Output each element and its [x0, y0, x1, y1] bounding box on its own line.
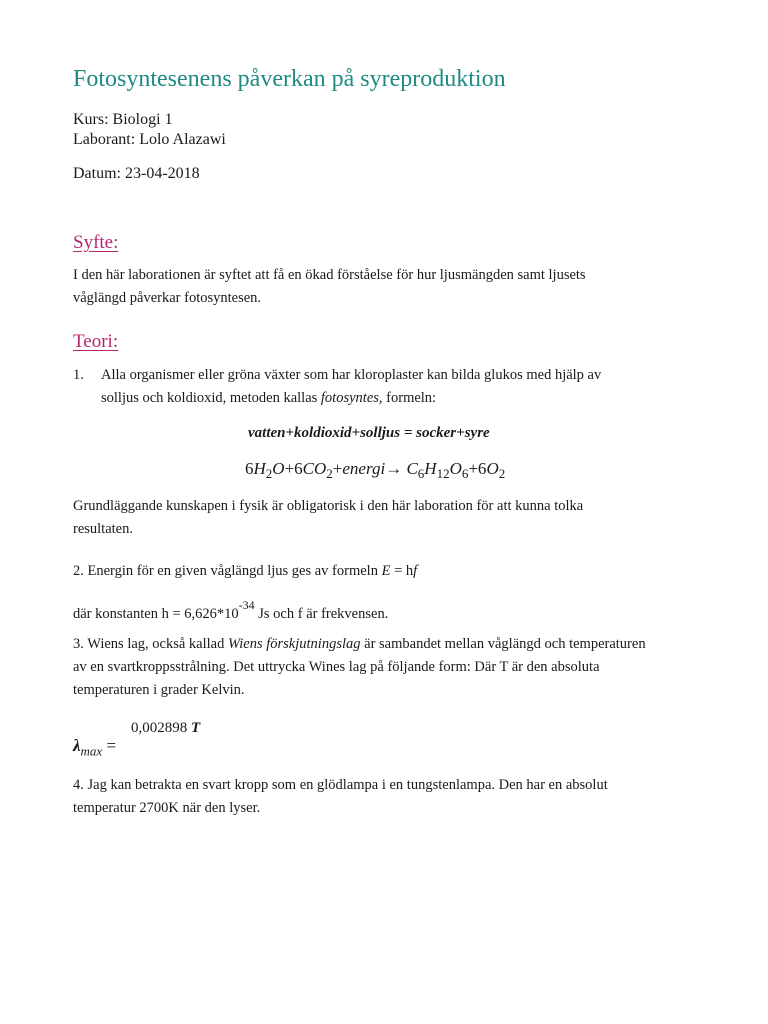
- wien-numerator: [131, 720, 200, 737]
- wien-lambda-symbol: λ: [73, 736, 81, 755]
- course-line: Kurs: Biologi 1: [73, 111, 173, 128]
- chem-energi: energi: [342, 459, 386, 478]
- wien-numerator-value: 0,002898: [131, 720, 188, 736]
- item3-line1: [73, 633, 646, 656]
- item1-line2: [101, 387, 436, 410]
- chem-coef-1: 6: [245, 459, 254, 478]
- item1-line1: Alla organismer eller gröna växter som har kloroplaster kan bilda glukos med hjälp av: [101, 367, 602, 383]
- lab-person-line: Laborant: Lolo Alazawi: [73, 131, 226, 148]
- chem-o3-sub: 2: [498, 466, 506, 481]
- chem-plus-2: +: [332, 459, 343, 478]
- word-formula: vatten+koldioxid+solljus = socker+syre: [248, 425, 490, 441]
- item4-line2: temperatur 2700K när den lyser.: [73, 800, 261, 816]
- wien-t: T: [191, 720, 201, 736]
- chem-formula: [245, 459, 505, 479]
- syfte-text-line1: I den här laborationen är syftet att få en ökad förståelse för hur ljusmängden samt ljusets: [73, 267, 586, 283]
- item3-line1-after: är sambandet mellan våglängd och temperaturen: [360, 636, 646, 652]
- chem-arrow: →: [385, 459, 407, 478]
- chem-plus-3: +6: [468, 459, 487, 478]
- date-line: Datum: 23-04-2018: [73, 165, 200, 182]
- item1-number: 1.: [73, 367, 84, 383]
- chem-h: H: [253, 459, 266, 478]
- item1-line2-before: solljus och koldioxid, metoden kallas: [101, 390, 321, 406]
- chem-co-sub: 2: [326, 466, 333, 481]
- chem-h2-sub: 12: [436, 466, 450, 481]
- item3-line2: av en svartkroppsstrålning. Det uttrycka Wines lag på följande form: Där T är den absoluta: [73, 659, 600, 675]
- chem-c-sub: 6: [417, 466, 425, 481]
- item2-f: f: [413, 563, 418, 579]
- item3-line3: temperaturen i grader Kelvin.: [73, 682, 245, 698]
- constant-after: Js och f är frekvensen.: [254, 606, 389, 622]
- item4-line1: 4. Jag kan betrakta en svart kropp som en glödlampa i en tungstenlampa. Den har en absolut: [73, 777, 608, 793]
- document-title: Fotosyntesenens påverkan på syreproduktion: [73, 66, 506, 92]
- item2-before: 2. Energin för en given våglängd ljus ges av formeln: [73, 563, 382, 579]
- chem-h-sub: 2: [265, 466, 273, 481]
- item1-line2-after: , formeln:: [378, 390, 437, 406]
- syfte-heading: Syfte:: [73, 232, 119, 253]
- grund-line1: Grundläggande kunskapen i fysik är obligatorisk i den här laboration för att kunna tolka: [73, 498, 584, 514]
- item2-energy-formula: [73, 560, 417, 583]
- chem-o2: O: [449, 459, 462, 478]
- wien-lambda-sub: max: [80, 743, 103, 759]
- item2-eq: = h: [390, 563, 414, 579]
- wien-eq: =: [102, 736, 117, 755]
- item2-e: E: [381, 563, 391, 579]
- chem-plus-1: +6: [284, 459, 303, 478]
- item3-line1-before: 3. Wiens lag, också kallad: [73, 636, 228, 652]
- constant-before: där konstanten h = 6,626*10: [73, 606, 239, 622]
- wien-lambda: [73, 736, 116, 759]
- chem-o: O: [272, 459, 285, 478]
- item3-line1-italic: Wiens förskjutningslag: [227, 636, 361, 652]
- grund-line2: resultaten.: [73, 521, 133, 537]
- constant-exponent: -34: [238, 598, 255, 612]
- chem-co: CO: [302, 459, 327, 478]
- item1-line2-italic: fotosyntes: [320, 390, 379, 406]
- chem-h2: H: [424, 459, 437, 478]
- chem-o2-sub: 6: [461, 466, 469, 481]
- syfte-text-line2: våglängd påverkar fotosyntesen.: [73, 290, 262, 306]
- chem-c: C: [406, 459, 418, 478]
- chem-o3: O: [486, 459, 499, 478]
- teori-heading: Teori:: [73, 331, 119, 352]
- planck-constant-line: [73, 598, 389, 626]
